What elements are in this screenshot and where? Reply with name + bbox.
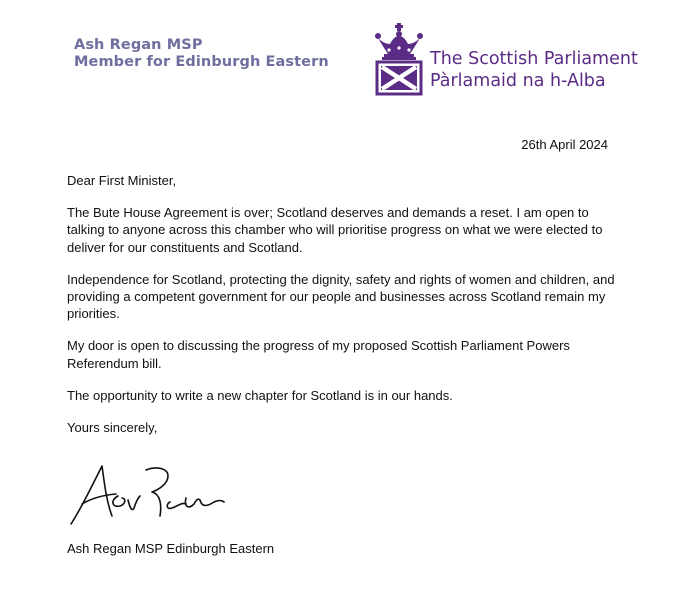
paragraph-2: Independence for Scotland, protecting the dignity, safety and rights of women and children, and providing a competent government for our people and businesses across Scotland remain my priorities.: [67, 271, 615, 322]
paragraph-4: The opportunity to write a new chapter for Scotland is in our hands.: [67, 387, 453, 403]
closing: Yours sincerely,: [67, 420, 158, 436]
salutation: Dear First Minister,: [67, 173, 177, 188]
sender-name: Ash Regan MSP: [74, 37, 203, 53]
paragraph-3: My door is open to discussing the progress of my proposed Scottish Parliament Powers Referendum bill.: [67, 338, 570, 371]
sender-role: Member for Edinburgh Eastern: [74, 54, 329, 70]
parliament-name-en: The Scottish Parliament: [430, 49, 638, 69]
parliament-name: [430, 48, 638, 92]
sender-block: [74, 37, 329, 71]
letter-date: 26th April 2024: [521, 137, 608, 152]
signoff: Ash Regan MSP Edinburgh Eastern: [67, 541, 275, 556]
paragraph-1: The Bute House Agreement is over; Scotland deserves and demands a reset. I am open to talking to anyone across this chamber who will prioritise progress on what we were elected to deliver for our constituents and Scotland.: [67, 205, 603, 255]
letter-body: [67, 172, 627, 451]
handwritten-signature: [68, 462, 228, 532]
parliament-name-gd: Pàrlamaid na h-Alba: [430, 71, 606, 91]
crown-saltire-logo: [374, 22, 424, 96]
